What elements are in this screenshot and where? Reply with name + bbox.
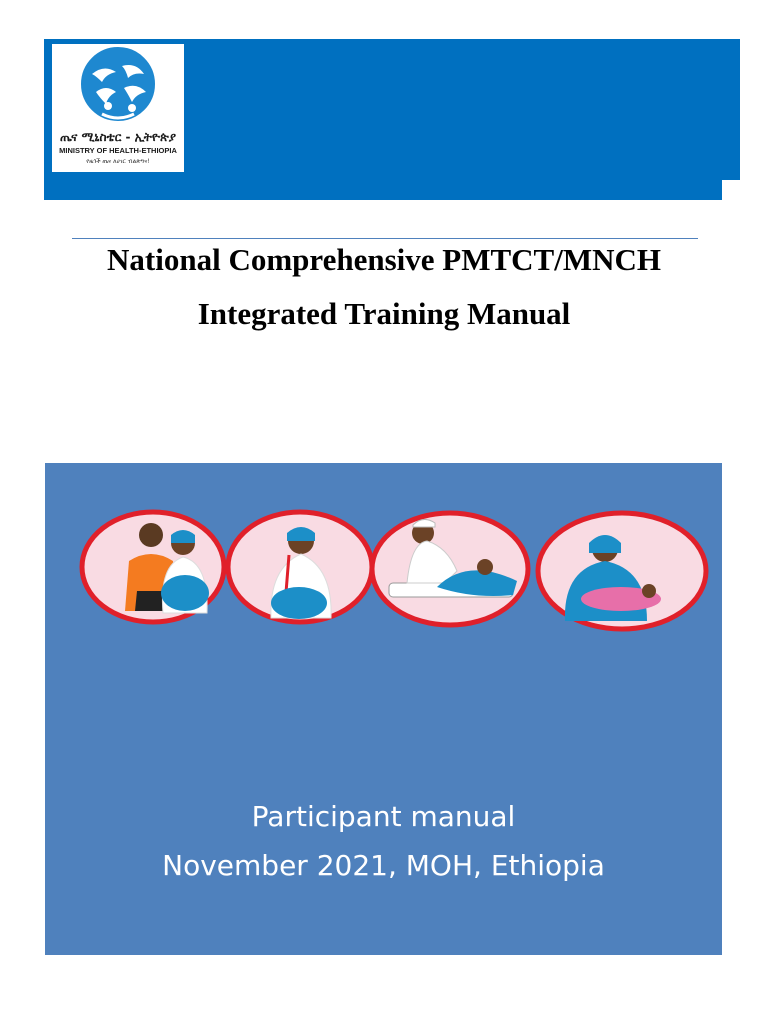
breastfeeding-mother-illustration (538, 513, 706, 629)
cover-panel (45, 463, 722, 955)
globe-emblem-icon (52, 44, 184, 134)
logo-english-text: MINISTRY OF HEALTH-ETHIOPIA (59, 146, 177, 155)
title-rule (72, 238, 698, 239)
header-band-shadow (44, 178, 722, 200)
document-title-line-1: National Comprehensive PMTCT/MNCH (107, 242, 661, 277)
couple-expecting-illustration (82, 512, 224, 622)
cover-date-line: November 2021, MOH, Ethiopia (162, 849, 605, 882)
delivery-care-illustration (372, 513, 528, 625)
logo-amharic-text: ጤና ሚኒስቴር - ኢትዮጵያ (59, 130, 177, 144)
ministry-logo (52, 44, 184, 172)
pregnant-woman-illustration (228, 512, 372, 622)
cover-subtitle: Participant manual (251, 800, 516, 833)
logo-motto-text: የዜጎች ጤና ለሀገር ብልጽግና! (86, 158, 150, 165)
document-title-line-2: Integrated Training Manual (197, 296, 571, 331)
